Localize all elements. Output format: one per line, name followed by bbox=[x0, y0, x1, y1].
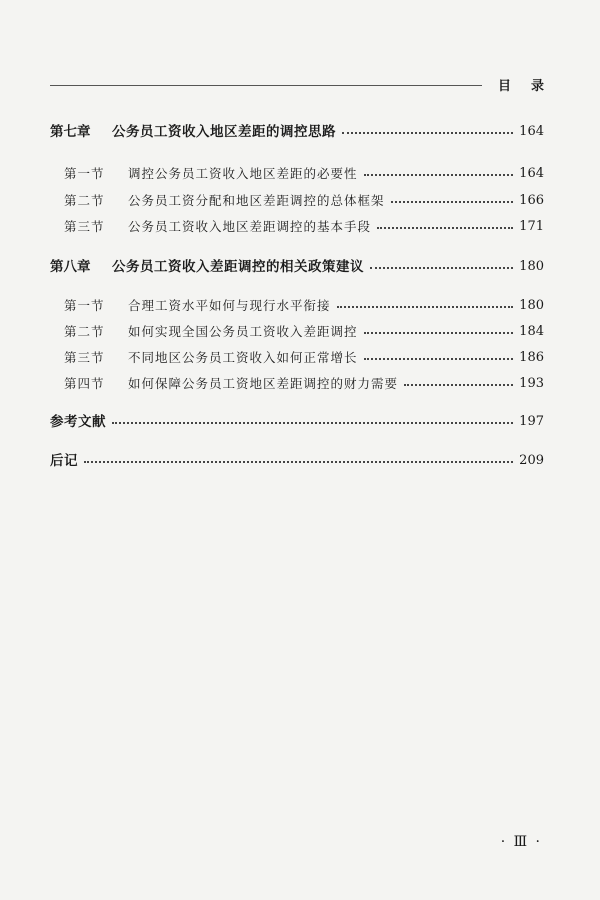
chapter-title: 参考文献 bbox=[50, 414, 106, 430]
dot-leader bbox=[404, 384, 513, 386]
chapter-label: 第七章 bbox=[50, 124, 91, 140]
dot-leader bbox=[364, 358, 514, 360]
section-title: 如何实现全国公务员工资收入差距调控 bbox=[128, 324, 358, 339]
running-header bbox=[50, 74, 564, 96]
section-title: 公务员工资分配和地区差距调控的总体框架 bbox=[128, 193, 385, 208]
page-number: 184 bbox=[519, 324, 544, 339]
dot-leader bbox=[342, 132, 513, 134]
section-title: 不同地区公务员工资收入如何正常增长 bbox=[128, 350, 358, 365]
dot-leader bbox=[370, 267, 513, 269]
page-number: 197 bbox=[519, 414, 544, 429]
dot-leader bbox=[364, 332, 514, 334]
dot-leader bbox=[337, 306, 514, 308]
dot-leader bbox=[391, 201, 514, 203]
chapter-label: 第八章 bbox=[50, 259, 91, 275]
toc-section-8-1[interactable] bbox=[50, 296, 544, 316]
section-title: 调控公务员工资收入地区差距的必要性 bbox=[128, 166, 358, 181]
section-label: 第二节 bbox=[64, 193, 105, 208]
toc-section-7-3[interactable] bbox=[50, 217, 544, 237]
page-number: 180 bbox=[519, 298, 544, 313]
dot-leader bbox=[84, 461, 513, 463]
section-label: 第三节 bbox=[64, 219, 105, 234]
page-number: 164 bbox=[519, 166, 544, 181]
page-folio: · Ⅲ · bbox=[500, 834, 542, 850]
section-title: 如何保障公务员工资地区差距调控的财力需要 bbox=[128, 376, 399, 391]
section-label: 第四节 bbox=[64, 376, 105, 391]
toc-section-8-2[interactable] bbox=[50, 322, 544, 342]
toc-chapter-8[interactable] bbox=[50, 257, 544, 277]
dot-leader bbox=[112, 422, 513, 424]
toc-section-7-1[interactable] bbox=[50, 164, 544, 184]
toc-section-8-4[interactable] bbox=[50, 374, 544, 394]
page-number: 171 bbox=[519, 219, 544, 234]
section-label: 第三节 bbox=[64, 350, 105, 365]
header-rule bbox=[50, 85, 482, 86]
toc-references[interactable] bbox=[50, 412, 544, 432]
dot-leader bbox=[377, 227, 513, 229]
page-number: 186 bbox=[519, 350, 544, 365]
section-label: 第二节 bbox=[64, 324, 105, 339]
toc-chapter-7[interactable] bbox=[50, 122, 544, 142]
page-number: 166 bbox=[519, 193, 544, 208]
dot-leader bbox=[364, 174, 514, 176]
toc-section-7-2[interactable] bbox=[50, 191, 544, 211]
toc-section-8-3[interactable] bbox=[50, 348, 544, 368]
section-title: 公务员工资收入地区差距调控的基本手段 bbox=[128, 219, 372, 234]
page-number: 209 bbox=[519, 453, 544, 468]
page-number: 193 bbox=[519, 376, 544, 391]
page-number: 180 bbox=[519, 259, 544, 274]
section-title: 合理工资水平如何与现行水平衔接 bbox=[128, 298, 331, 313]
chapter-title: 后记 bbox=[50, 453, 78, 469]
chapter-title: 公务员工资收入差距调控的相关政策建议 bbox=[112, 259, 364, 275]
page-number: 164 bbox=[519, 124, 544, 139]
section-label: 第一节 bbox=[64, 166, 105, 181]
chapter-title: 公务员工资收入地区差距的调控思路 bbox=[112, 124, 336, 140]
header-title: 目录 bbox=[497, 79, 564, 94]
toc-postscript[interactable] bbox=[50, 451, 544, 471]
section-label: 第一节 bbox=[64, 298, 105, 313]
